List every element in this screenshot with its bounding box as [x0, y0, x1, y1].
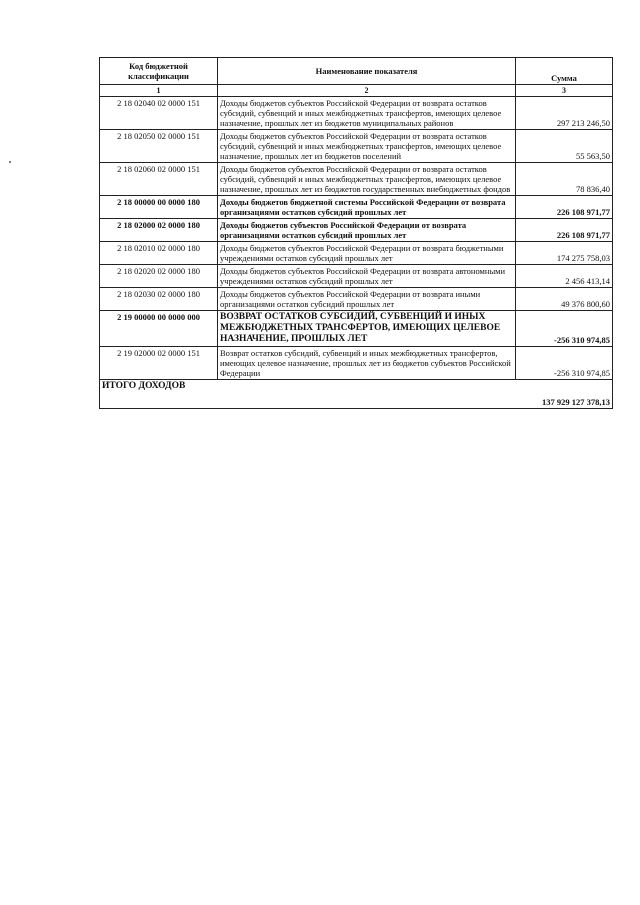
row-sum: 78 836,40 — [516, 163, 613, 196]
table-row — [100, 311, 613, 347]
row-sum: 55 563,50 — [516, 130, 613, 163]
table-row — [100, 130, 613, 163]
table-row — [100, 242, 613, 265]
col-number-3: 3 — [516, 85, 613, 97]
row-name: Возврат остатков субсидий, субвенций и иных межбюджетных трансфертов, имеющих целевое назначение, прошлых лет из бюджетов субъектов Российской Федерации — [218, 347, 516, 380]
header-sum: Сумма — [516, 58, 613, 85]
scan-speck — [9, 161, 11, 163]
row-code: 2 19 02000 02 0000 151 — [100, 347, 218, 380]
total-label: ИТОГО ДОХОДОВ — [100, 380, 516, 409]
row-name: Доходы бюджетов субъектов Российской Федерации от возврата остатков субсидий, субвенций и иных межбюджетных трансфертов, имеющих целевое назначение, прошлых лет из бюджетов государственных внебюджетных фондов — [218, 163, 516, 196]
row-code: 2 18 02040 02 0000 151 — [100, 97, 218, 130]
row-code: 2 18 02020 02 0000 180 — [100, 265, 218, 288]
row-code: 2 18 02050 02 0000 151 — [100, 130, 218, 163]
row-name: Доходы бюджетов субъектов Российской Федерации от возврата остатков субсидий, субвенций и иных межбюджетных трансфертов, имеющих целевое назначение, прошлых лет из бюджетов поселений — [218, 130, 516, 163]
row-code: 2 18 00000 00 0000 180 — [100, 196, 218, 219]
row-sum: 49 376 800,60 — [516, 288, 613, 311]
row-code: 2 18 02000 02 0000 180 — [100, 219, 218, 242]
row-code: 2 18 02010 02 0000 180 — [100, 242, 218, 265]
budget-income-table — [99, 57, 613, 409]
row-sum: 297 213 246,50 — [516, 97, 613, 130]
row-code: 2 19 00000 00 0000 000 — [100, 311, 218, 347]
header-code: Код бюджетной классификации — [100, 58, 218, 85]
total-row — [100, 380, 613, 409]
row-code: 2 18 02030 02 0000 180 — [100, 288, 218, 311]
table-row — [100, 219, 613, 242]
row-name: Доходы бюджетов субъектов Российской Федерации от возврата остатков субсидий, субвенций и иных межбюджетных трансфертов, имеющих целевое назначение, прошлых лет из бюджетов муниципальных районов — [218, 97, 516, 130]
row-sum: 226 108 971,77 — [516, 196, 613, 219]
row-name: Доходы бюджетов субъектов Российской Федерации от возврата организациями остатков субсидий прошлых лет — [218, 219, 516, 242]
total-sum: 137 929 127 378,13 — [516, 380, 613, 409]
row-sum: -256 310 974,85 — [516, 347, 613, 380]
row-name: Доходы бюджетов субъектов Российской Федерации от возврата бюджетными учреждениями остатков субсидий прошлых лет — [218, 242, 516, 265]
table-row — [100, 288, 613, 311]
row-name: Доходы бюджетов субъектов Российской Федерации от возврата автономными учреждениями остатков субсидий прошлых лет — [218, 265, 516, 288]
table-row — [100, 196, 613, 219]
table-row — [100, 97, 613, 130]
row-sum: 226 108 971,77 — [516, 219, 613, 242]
table-row — [100, 265, 613, 288]
table-header-row — [100, 58, 613, 85]
row-name: Доходы бюджетов субъектов Российской Федерации от возврата иными организациями остатков субсидий прошлых лет — [218, 288, 516, 311]
table-row — [100, 347, 613, 380]
row-sum: 174 275 758,03 — [516, 242, 613, 265]
header-name: Наименование показателя — [218, 58, 516, 85]
row-name: ВОЗВРАТ ОСТАТКОВ СУБСИДИЙ, СУБВЕНЦИЙ И ИНЫХ МЕЖБЮДЖЕТНЫХ ТРАНСФЕРТОВ, ИМЕЮЩИХ ЦЕЛЕВОЕ НАЗНАЧЕНИЕ, ПРОШЛЫХ ЛЕТ — [218, 311, 516, 347]
row-name: Доходы бюджетов бюджетной системы Российской Федерации от возврата организациями остатков субсидий прошлых лет — [218, 196, 516, 219]
column-number-row — [100, 85, 613, 97]
table-row — [100, 163, 613, 196]
row-sum: 2 456 413,14 — [516, 265, 613, 288]
col-number-1: 1 — [100, 85, 218, 97]
row-sum: -256 310 974,85 — [516, 311, 613, 347]
row-code: 2 18 02060 02 0000 151 — [100, 163, 218, 196]
table-body — [100, 97, 613, 409]
col-number-2: 2 — [218, 85, 516, 97]
